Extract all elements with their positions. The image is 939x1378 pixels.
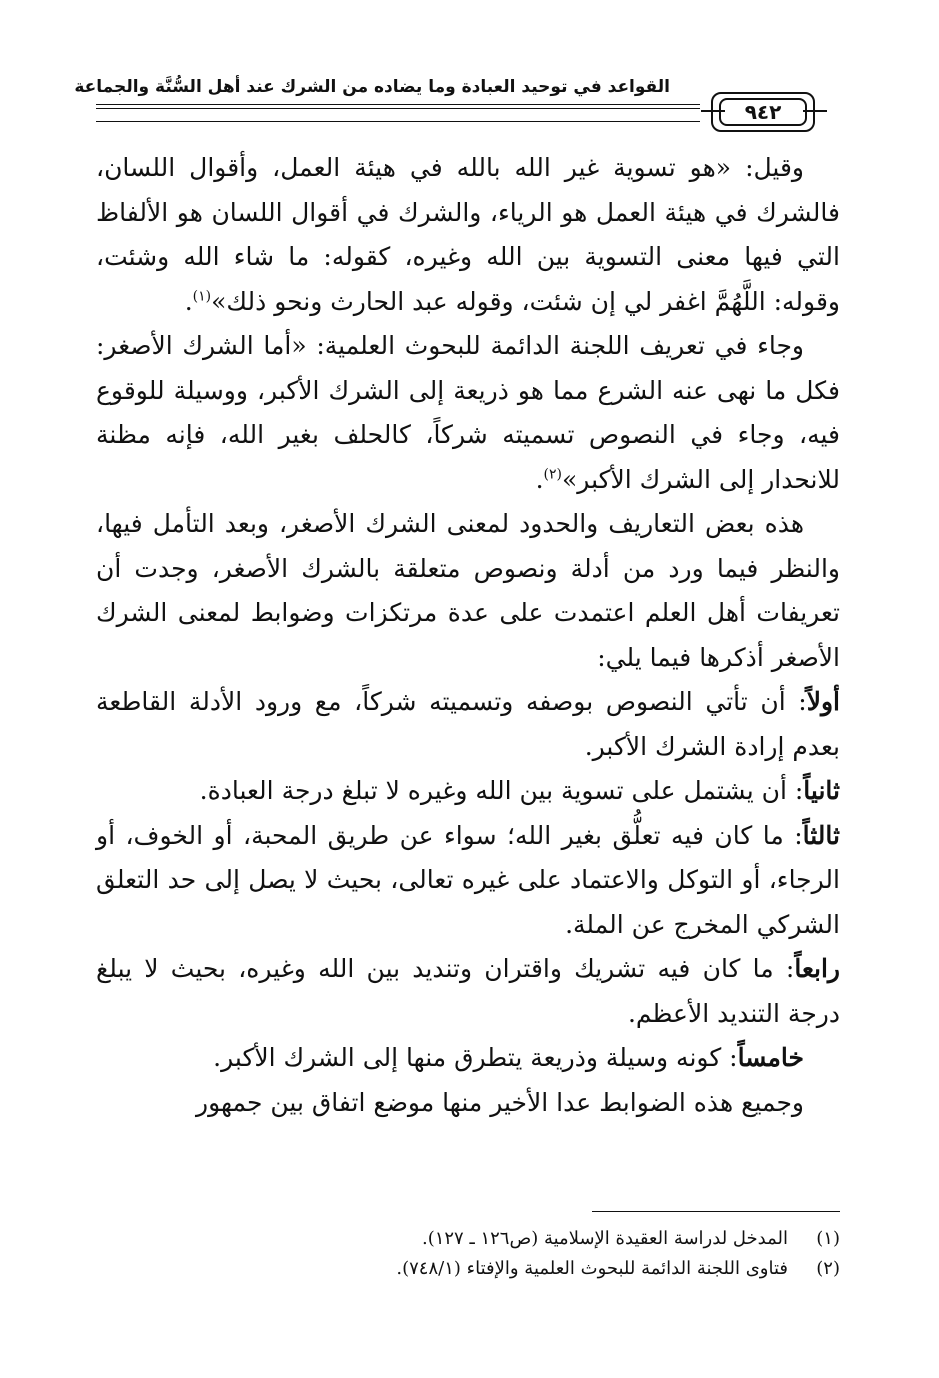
criterion-item xyxy=(96,947,840,1036)
header-rule-top xyxy=(96,104,700,105)
footnote xyxy=(96,1224,840,1254)
criterion-label: رابعاً xyxy=(794,954,840,983)
footnote xyxy=(96,1254,840,1284)
criterion-item xyxy=(96,1036,840,1081)
criterion-text: : أن تأتي النصوص بوصفه وتسميته شركاً، مع ورود الأدلة القاطعة بعدم إرادة الشرك الأكبر. xyxy=(96,687,840,761)
paragraph-end: . xyxy=(184,286,193,316)
header-rule-bottom xyxy=(96,121,700,122)
frame-right-rule xyxy=(803,110,827,112)
criterion-label: ثالثاً xyxy=(802,820,840,850)
criterion-item xyxy=(96,814,840,948)
paragraph xyxy=(96,324,840,502)
criterion-text: : كونه وسيلة وذريعة يتطرق منها إلى الشرك الأكبر. xyxy=(213,1043,738,1072)
paragraph-text: وجاء في تعريف اللجنة الدائمة للبحوث العلمية: «أما الشرك الأصغر: فكل ما نهى عنه الشرع مما هو ذريعة إلى الشرك الأكبر، ووسيلة للوقوع فيه، وجاء في النصوص تسميته شركاً، كالحلف بغير الله، فإنه مظنة للانحدار إلى الشرك الأكبر» xyxy=(96,331,840,494)
criterion-text: : ما كان فيه تعلُّق بغير الله؛ سواء عن طريق المحبة، أو الخوف، أو الرجاء، أو التوكل والاعتماد على غيره تعالى، بحيث لا يصل إلى حد التعلق الشركي المخرج عن الملة. xyxy=(96,820,840,939)
criterion-label: خامساً xyxy=(737,1043,804,1072)
page-number: ٩٤٢ xyxy=(719,98,807,126)
criterion-item xyxy=(96,680,840,769)
criterion-item xyxy=(96,769,840,814)
footnote-separator xyxy=(592,1211,840,1212)
paragraph xyxy=(96,502,840,680)
footnote-text: فتاوى اللجنة الدائمة للبحوث العلمية والإفتاء (٧٤٨/١). xyxy=(396,1258,788,1279)
paragraph-text: وجميع هذه الضوابط عدا الأخير منها موضع اتفاق بين جمهور xyxy=(196,1087,804,1117)
paragraph-text: وقيل: «هو تسوية غير الله بالله في هيئة العمل، وأقوال اللسان، فالشرك في هيئة العمل هو الرياء، والشرك في أقوال اللسان هو الألفاظ التي فيها معنى التسوية بين الله وغيره، كقوله: ما شاء الله وشئت، وقوله: اللَّهُمَّ اغفر لي إن شئت، وقوله عبد الحارث ونحو ذلك» xyxy=(96,153,840,316)
header-rule-middle xyxy=(96,108,700,109)
footnotes xyxy=(96,1224,840,1284)
page-number-frame xyxy=(705,86,823,138)
book-title: القواعد في توحيد العبادة وما يضاده من الشرك عند أهل السُّنَّة والجماعة xyxy=(74,77,670,97)
criterion-label: ثانياً xyxy=(803,776,840,805)
criterion-text: : أن يشتمل على تسوية بين الله وغيره لا تبلغ درجة العبادة. xyxy=(199,776,804,805)
footnote-reference[interactable]: (١) xyxy=(192,288,212,305)
main-text xyxy=(96,146,840,1125)
paragraph-text: هذه بعض التعاريف والحدود لمعنى الشرك الأصغر، وبعد التأمل فيها، والنظر فيما ورد من أدلة ونصوص متعلقة بالشرك الأصغر، وجدت أن تعريفات أهل العلم اعتمدت على عدة مرتكزات وضوابط لمعنى الشرك الأصغر أذكرها فيما يلي: xyxy=(96,509,840,672)
frame-left-rule xyxy=(701,110,725,112)
footnote-number: (١) xyxy=(816,1228,840,1249)
paragraph xyxy=(96,1081,840,1126)
criterion-text: : ما كان فيه تشريك واقتران وتنديد بين الله وغيره، بحيث لا يبلغ درجة التنديد الأعظم. xyxy=(96,954,840,1028)
footnote-number: (٢) xyxy=(816,1258,840,1279)
paragraph-end: . xyxy=(535,464,544,494)
criterion-label: أولاً xyxy=(806,687,840,716)
footnote-text: المدخل لدراسة العقيدة الإسلامية (ص١٢٦ ـ ١٢٧). xyxy=(421,1228,788,1249)
paragraph xyxy=(96,146,840,324)
footnote-reference[interactable]: (٢) xyxy=(543,466,562,483)
